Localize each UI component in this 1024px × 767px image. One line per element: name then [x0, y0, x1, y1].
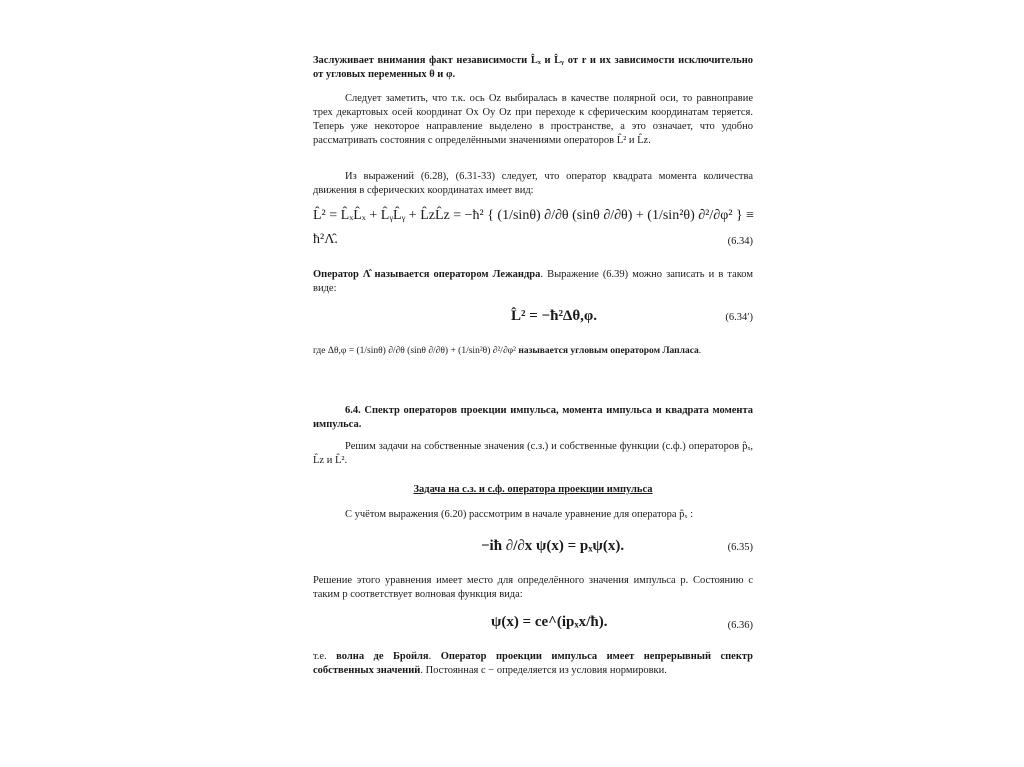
- equation-6-34-prime: [313, 306, 753, 332]
- equation-number-6-34: (6.34): [727, 236, 753, 247]
- equation-6-35-formula: −iħ ∂/∂x ψ(x) = pₓψ(x).: [481, 538, 625, 554]
- paragraph-expressions: Из выражений (6.28), (6.31-33) следует, что оператор квадрата момента количества движения в сферических координатах имеет вид:: [313, 171, 753, 196]
- equation-number-6-36: (6.36): [727, 620, 753, 631]
- paragraph-independence: Заслуживает внимания факт независимости L̂ₓ и L̂ᵧ от r и их зависимости исключительно от угловых переменных θ и φ.: [313, 55, 753, 80]
- section-heading-6-4: 6.4. Спектр операторов проекции импульса, момента импульса и квадрата момента импульса.: [313, 405, 753, 430]
- normalization-note: . Постоянная c − определяется из условия нормировки.: [420, 665, 667, 676]
- equation-number-6-34-prime: (6.34′): [725, 312, 753, 323]
- continuous-spectrum: Оператор проекции импульса имеет непрерывный спектр собственных значений: [313, 651, 753, 676]
- equation-6-36-formula: ψ(x) = ce^(ipₓx/ħ).: [491, 614, 608, 630]
- equation-6-35: [313, 536, 753, 562]
- laplace-definition: называется угловым оператором Лапласа: [518, 346, 699, 356]
- equation-number-6-35: (6.35): [727, 542, 753, 553]
- legendre-definition: Оператор Λ̂ называется оператором Лежандра: [313, 269, 541, 280]
- laplace-formula: где Δθ,φ = (1/sinθ) ∂/∂θ (sinθ ∂/∂θ) + (1/sin²θ) ∂²/∂φ²: [313, 346, 519, 356]
- paragraph-momentum-equation: С учётом выражения (6.20) рассмотрим в начале уравнение для оператора p̂ₓ :: [345, 509, 694, 520]
- paragraph-laplace: [313, 344, 753, 358]
- equation-6-36: [313, 612, 753, 638]
- paragraph-de-broglie: [313, 650, 753, 678]
- paragraph-solution: Решение этого уравнения имеет место для определённого значения импульса p. Состоянию с таким p соответствует волновая функция вида:: [313, 575, 753, 600]
- equation-6-34: [313, 206, 753, 254]
- equation-6-34-line1: L̂² = L̂ₓL̂ₓ + L̂ᵧL̂ᵧ + L̂zL̂z = −ħ² { (1/sinθ) ∂/∂θ (sinθ ∂/∂θ) + (1/sin²θ) ∂²/∂φ² } ≡: [313, 208, 755, 223]
- equation-6-34-line2: ħ²Λ̂.: [313, 232, 338, 247]
- legendre-rest: . Выражение (6.39) можно записать и в таком виде:: [313, 269, 754, 294]
- de-broglie-pre: т.е.: [313, 651, 337, 662]
- equation-6-34-prime-formula: L̂² = −ħ²Δθ,φ.: [511, 308, 598, 324]
- de-broglie-wave: волна де Бройля: [336, 651, 429, 662]
- paragraph-legendre: [313, 268, 753, 296]
- laplace-end: .: [698, 346, 702, 356]
- paragraph-polar-axis: Следует заметить, что т.к. ось Oz выбиралась в качестве полярной оси, то равноправие трех декартовых осей координат Ox Oy Oz при переходе к сферическим координатам теряется. Теперь уже некоторое направление выделено в пространстве, а это означает, что удобно рассматривать состояния с определёнными значениями операторов L̂² и L̂z.: [313, 93, 753, 146]
- de-broglie-mid: .: [428, 651, 441, 662]
- paragraph-eigen-problems: Решим задачи на собственные значения (с.з.) и собственные функции (с.ф.) операторов p̂ₓ, L̂z и L̂².: [313, 441, 753, 466]
- task-title: Задача на с.з. и с.ф. оператора проекции импульса: [413, 484, 653, 495]
